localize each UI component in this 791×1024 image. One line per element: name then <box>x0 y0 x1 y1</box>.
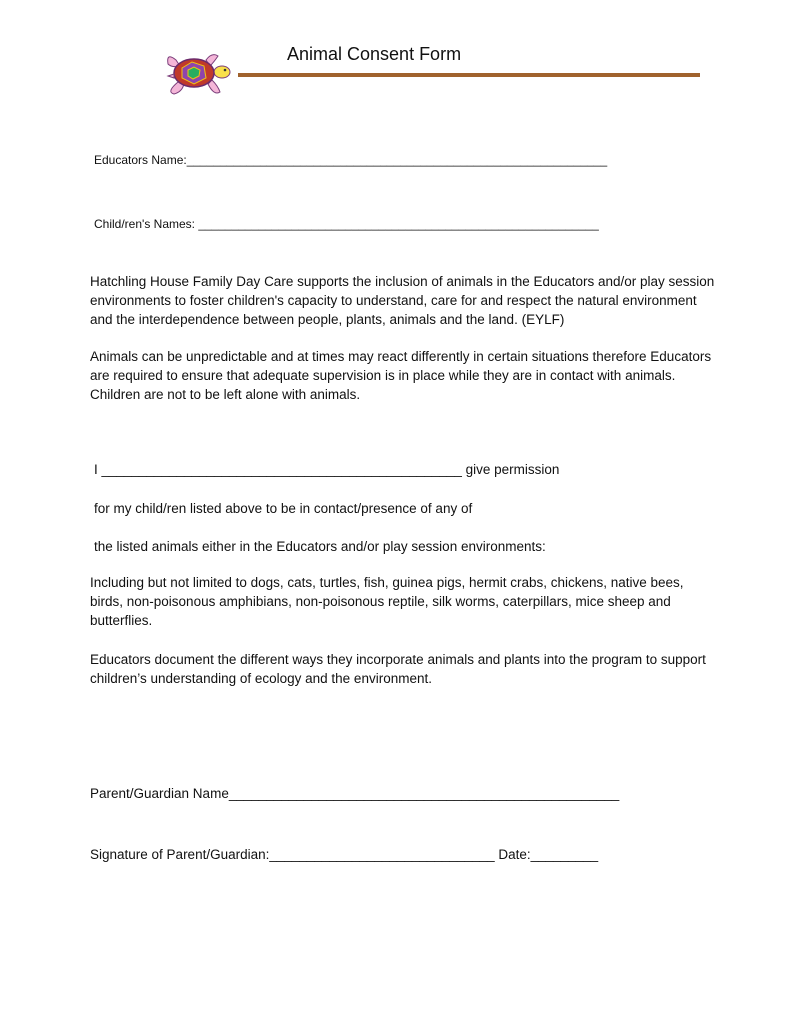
ecology-paragraph: Educators document the different ways they incorporate animals and plants into the program to support children’s understanding of ecology and the environment. <box>90 652 706 686</box>
parent-name-field[interactable]: Parent/Guardian Name____________________________________________________ <box>90 786 620 801</box>
signature-date-field[interactable]: Signature of Parent/Guardian:______________________________ Date:_________ <box>90 847 599 862</box>
supervision-paragraph: Animals can be unpredictable and at times may react differently in certain situations therefore Educators are required to ensure that adequate supervision is in place while they are in contact with animals. Children are not to be left alone with animals. <box>90 349 712 402</box>
permission-name-field[interactable]: I ________________________________________________ give permission <box>94 462 560 477</box>
permission-text-3: the listed animals either in the Educators and/or play session environments: <box>94 539 546 554</box>
page-title: Animal Consent Form <box>287 44 462 64</box>
childrens-names-field[interactable]: Child/ren's Names: ____________________________________________________________ <box>94 217 599 231</box>
title-divider <box>238 73 700 77</box>
intro-paragraph: Hatchling House Family Day Care supports the inclusion of animals in the Educators and/or play session environments to foster children's capacity to understand, care for and respect the natural environment and the interdependence between people, plants, animals and the land. (EYLF) <box>90 274 715 327</box>
turtle-icon <box>162 48 232 98</box>
educators-name-field[interactable]: Educators Name:_______________________________________________________________ <box>94 153 608 167</box>
permission-text-2: for my child/ren listed above to be in contact/presence of any of <box>94 501 473 516</box>
animals-paragraph: Including but not limited to dogs, cats, turtles, fish, guinea pigs, hermit crabs, chickens, native bees, birds, non-poisonous amphibians, non-poisonous reptile, silk worms, caterpillars, mice sheep and butterflies. <box>90 575 684 628</box>
